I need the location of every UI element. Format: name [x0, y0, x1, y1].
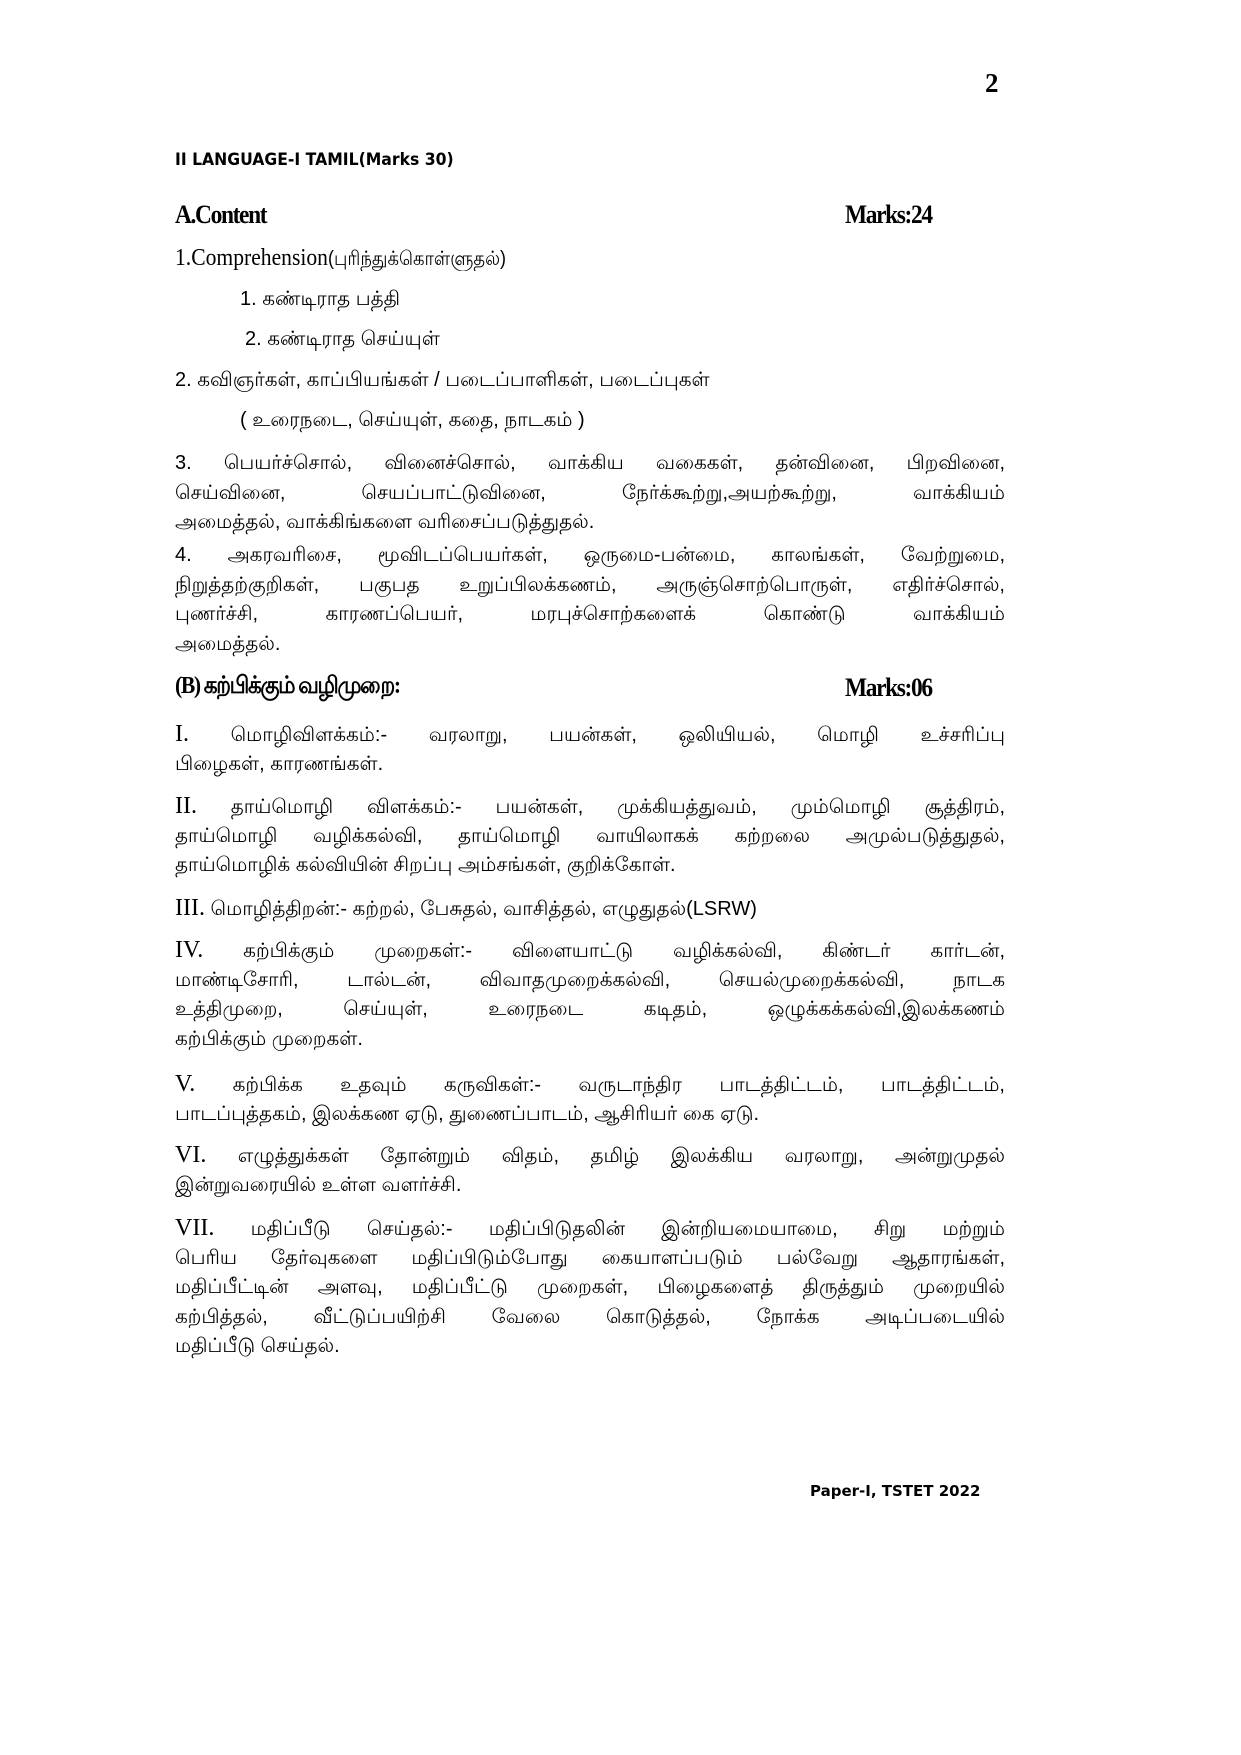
- line-text: மதிப்பீட்டின் அளவு, மதிப்பீட்டு முறைகள், பிழைகளைத் திருத்தும் முறையில்: [175, 1276, 1005, 1298]
- sub-item-2: 2. கண்டிராத செய்யுள்: [245, 328, 440, 350]
- line-text: மொழிவிளக்கம்:- வரலாறு, பயன்கள், ஒலியியல், மொழி உச்சரிப்பு: [230, 724, 1005, 746]
- part-b-marks: Marks:06: [845, 673, 932, 702]
- line-text: தாய்மொழிக் கல்வியின் சிறப்பு அம்சங்கள், குறிக்கோள்.: [175, 854, 676, 876]
- roman-numeral: II.: [175, 793, 197, 819]
- paragraph-line: [175, 822, 1005, 852]
- roman-numeral: IV.: [175, 937, 204, 963]
- section-title: II LANGUAGE-I TAMIL(Marks 30): [175, 150, 454, 170]
- paragraph-line: [175, 1303, 1005, 1333]
- method-item-3: [175, 894, 1005, 924]
- part-b-title: (B) கற்பிக்கும் வழிமுறை:: [175, 673, 400, 699]
- paragraph-line: [175, 894, 1005, 924]
- paragraph-line: [175, 995, 1005, 1025]
- line-text: மொழித்திறன்:- கற்றல், பேசுதல், வாசித்தல், எழுதுதல்(LSRW): [210, 898, 757, 920]
- sub-item-1: 1. கண்டிராத பத்தி: [240, 288, 401, 310]
- line-text: கற்பிக்கும் முறைகள்.: [175, 1027, 363, 1050]
- method-item-5: [175, 1070, 1005, 1129]
- part-a-marks: Marks:24: [845, 200, 932, 229]
- line-text: செய்வினை, செயப்பாட்டுவினை, நேர்க்கூற்று,அயற்கூற்று, வாக்கியம்: [175, 481, 1005, 504]
- line-text: மதிப்பீடு செய்தல்.: [175, 1335, 340, 1357]
- line-text: கற்பிக்க உதவும் கருவிகள்:- வருடாந்திர பாடத்திட்டம், பாடத்திட்டம்,: [232, 1074, 1005, 1096]
- line-text: அமைத்தல், வாக்கிங்களை வரிசைப்படுத்துதல்.: [175, 511, 595, 533]
- comprehension-heading: [175, 245, 506, 273]
- method-item-2: [175, 792, 1005, 881]
- line-text: தாய்மொழி வழிக்கல்வி, தாய்மொழி வாயிலாகக் கற்றலை அமுல்படுத்துதல்,: [175, 824, 1005, 847]
- roman-numeral: V.: [175, 1071, 196, 1097]
- line-text: மதிப்பீடு செய்தல்:- மதிப்பிடுதலின் இன்றியமையாமை, சிறு மற்றும்: [250, 1218, 1005, 1240]
- paragraph-line: [175, 966, 1005, 996]
- paragraph-line: [175, 571, 1005, 601]
- paragraph-line: [175, 630, 1005, 660]
- paragraph-line: [175, 1244, 1005, 1274]
- paragraph-line: [175, 508, 1005, 538]
- line-text: பிழைகள், காரணங்கள்.: [175, 752, 384, 775]
- paragraph-line: [175, 600, 1005, 630]
- paragraph-line: [175, 1332, 1005, 1362]
- item-2-sub: ( உரைநடை, செய்யுள், கதை, நாடகம் ): [240, 409, 585, 431]
- item-4-paragraph: [175, 541, 1005, 659]
- paragraph-line: [175, 1100, 1005, 1130]
- line-text: பெரிய தேர்வுகளை மதிப்பிடும்போது கையாளப்படும் பல்வேறு ஆதாரங்கள்,: [175, 1246, 1005, 1269]
- item-2: 2. கவிஞர்கள், காப்பியங்கள் / படைப்பாளிகள், படைப்புகள்: [175, 369, 710, 391]
- method-item-4: [175, 936, 1005, 1054]
- line-text: மாண்டிசோரி, டால்டன், விவாதமுறைக்கல்வி, செயல்முறைக்கல்வி, நாடக: [175, 968, 1005, 991]
- method-item-7: [175, 1214, 1005, 1362]
- paragraph-line: [175, 1025, 1005, 1055]
- paragraph-line: [175, 720, 1005, 750]
- method-item-6: [175, 1141, 1005, 1200]
- line-text: தாய்மொழி விளக்கம்:- பயன்கள், முக்கியத்துவம், மும்மொழி சூத்திரம்,: [230, 796, 1005, 818]
- item-3-paragraph: [175, 449, 1005, 538]
- part-a-title: A.Content: [175, 200, 267, 229]
- line-text: 4. அகரவரிசை, மூவிடப்பெயர்கள், ஒருமை-பன்மை, காலங்கள், வேற்றுமை,: [175, 544, 1005, 566]
- paragraph-line: [175, 479, 1005, 509]
- line-text: பாடப்புத்தகம், இலக்கண ஏடு, துணைப்பாடம், ஆசிரியர் கை ஏடு.: [175, 1102, 760, 1125]
- paragraph-line: [175, 1273, 1005, 1303]
- paragraph-line: [175, 1214, 1005, 1244]
- line-text: இன்றுவரையில் உள்ள வளர்ச்சி.: [175, 1173, 462, 1196]
- page-number: 2: [985, 68, 999, 98]
- paragraph-line: [175, 1070, 1005, 1100]
- roman-numeral: III.: [175, 895, 205, 921]
- line-text: உத்திமுறை, செய்யுள், உரைநடை கடிதம், ஒழுக்கக்கல்வி,இலக்கணம்: [175, 998, 1005, 1020]
- line-text: புணர்ச்சி, காரணப்பெயர், மரபுச்சொற்களைக் கொண்டு வாக்கியம்: [175, 603, 1005, 625]
- paragraph-line: [175, 750, 1005, 780]
- method-item-1: [175, 720, 1005, 779]
- paragraph-line: [175, 1171, 1005, 1201]
- footer: Paper-I, TSTET 2022: [810, 1482, 981, 1500]
- paragraph-line: [175, 792, 1005, 822]
- roman-numeral: VI.: [175, 1142, 207, 1168]
- line-text: கற்பித்தல், வீட்டுப்பயிற்சி வேலை கொடுத்தல், நோக்க அடிப்படையில்: [175, 1305, 1005, 1328]
- comprehension-tamil: (புரிந்துக்கொள்ளுதல்): [327, 248, 507, 270]
- line-text: 3. பெயர்ச்சொல், வினைச்சொல், வாக்கிய வகைகள், தன்வினை, பிறவினை,: [175, 452, 1005, 474]
- line-text: கற்பிக்கும் முறைகள்:- விளையாட்டு வழிக்கல்வி, கிண்டர் கார்டன்,: [243, 940, 1005, 962]
- paragraph-line: [175, 541, 1005, 571]
- paragraph-line: [175, 851, 1005, 881]
- paragraph-line: [175, 1141, 1005, 1171]
- roman-numeral: I.: [175, 721, 189, 747]
- roman-numeral: VII.: [175, 1215, 215, 1241]
- line-text: எழுத்துக்கள் தோன்றும் விதம், தமிழ் இலக்கிய வரலாறு, அன்றுமுதல்: [237, 1145, 1006, 1167]
- paragraph-line: [175, 936, 1005, 966]
- line-text: அமைத்தல்.: [175, 632, 281, 655]
- line-text: நிறுத்தற்குறிகள், பகுபத உறுப்பிலக்கணம், அருஞ்சொற்பொருள், எதிர்ச்சொல்,: [175, 573, 1005, 596]
- comprehension-label: 1.Comprehension: [175, 245, 328, 271]
- paragraph-line: [175, 449, 1005, 479]
